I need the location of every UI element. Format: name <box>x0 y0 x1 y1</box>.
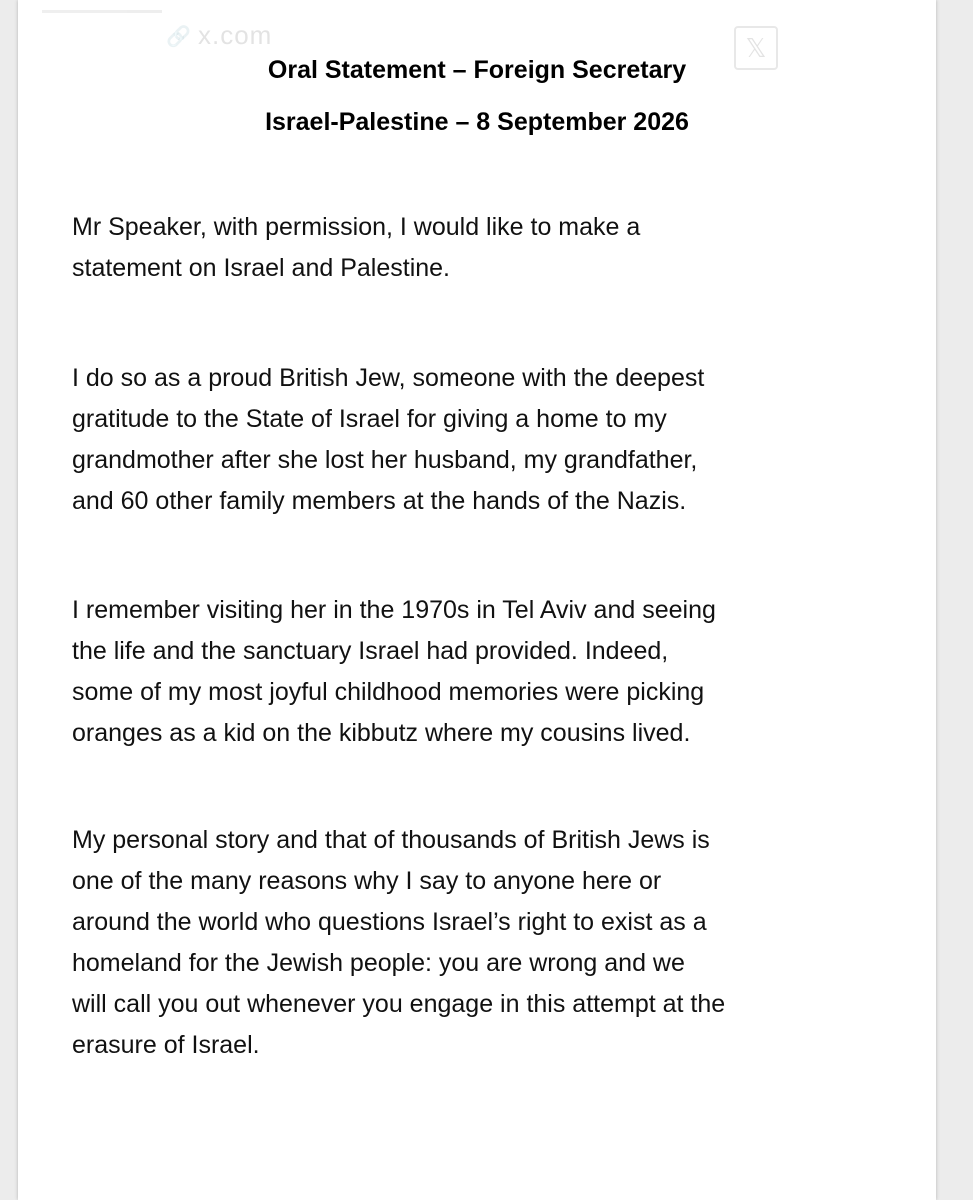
paragraph-line: will call you out whenever you engage in this attempt at the <box>72 990 726 1018</box>
paragraph-line: grandmother after she lost her husband, my grandfather, <box>72 446 698 474</box>
paragraph-line: some of my most joyful childhood memories were picking <box>72 678 705 706</box>
paragraph-line: homeland for the Jewish people: you are wrong and we <box>72 949 685 977</box>
paragraph-line: and 60 other family members at the hands of the Nazis. <box>72 487 687 515</box>
document-page <box>18 0 936 1200</box>
paragraph-line: I remember visiting her in the 1970s in Tel Aviv and seeing <box>72 596 716 624</box>
link-icon: 🔗 <box>166 26 191 48</box>
faded-browser-bar <box>18 0 936 63</box>
paragraph-line: oranges as a kid on the kibbutz where my cousins lived. <box>72 719 691 747</box>
faded-url: x.com <box>198 20 273 50</box>
x-logo-icon: 𝕏 <box>734 26 778 70</box>
paragraph-line: My personal story and that of thousands of British Jews is <box>72 826 710 854</box>
faded-divider <box>42 10 162 13</box>
paragraph-3 <box>72 590 902 754</box>
paragraph-line: I do so as a proud British Jew, someone with the deepest <box>72 364 705 392</box>
paragraph-line: the life and the sanctuary Israel had provided. Indeed, <box>72 637 669 665</box>
statement-title: Oral Statement – Foreign Secretary <box>267 56 687 84</box>
paragraph-4 <box>72 820 902 1066</box>
paragraph-2 <box>72 358 902 522</box>
paragraph-line: erasure of Israel. <box>72 1031 260 1059</box>
paragraph-1 <box>72 207 902 289</box>
paragraph-line: around the world who questions Israel’s right to exist as a <box>72 908 707 936</box>
paragraph-line: Mr Speaker, with permission, I would like to make a <box>72 213 641 241</box>
statement-subtitle: Israel-Palestine – 8 September 2026 <box>265 108 689 136</box>
paragraph-line: gratitude to the State of Israel for giving a home to my <box>72 405 667 433</box>
paragraph-line: one of the many reasons why I say to anyone here or <box>72 867 662 895</box>
paragraph-line: statement on Israel and Palestine. <box>72 254 451 282</box>
